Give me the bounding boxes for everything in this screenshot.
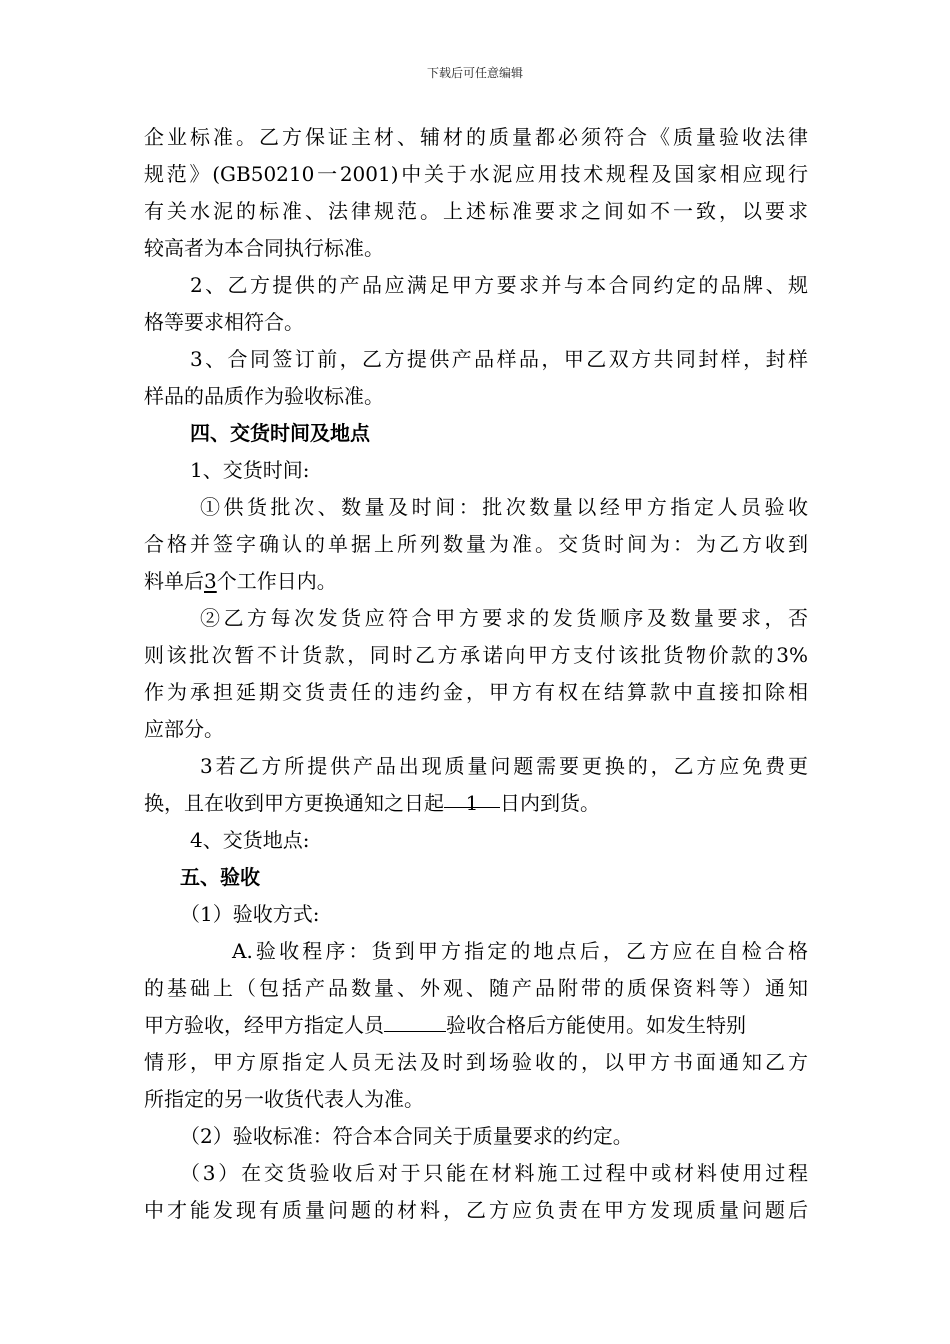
text-line: 应部分。 [144, 717, 224, 741]
text-line: 4、交货地点: [190, 828, 310, 852]
text-line [144, 1007, 808, 1044]
text-line: （3）在交货验收后对于只能在材料施工过程中或材料使用过程 [180, 1161, 808, 1185]
text-segment: 个工作日内。 [216, 569, 337, 593]
text-line: （1）验收方式: [180, 902, 320, 926]
text-line [144, 785, 808, 822]
text-segment: 日内到货。 [500, 791, 600, 815]
text-line: 1、交货时间: [190, 458, 310, 482]
text-line: 情形，甲方原指定人员无法及时到场验收的，以甲方书面通知乙方 [144, 1050, 808, 1074]
text-segment: 料单后 [144, 569, 204, 593]
text-line: ①供货批次、数量及时间：批次数量以经甲方指定人员验收 [200, 495, 808, 519]
text-line: （2）验收标准：符合本合同关于质量要求的约定。 [180, 1124, 633, 1148]
text-segment: 换，且在收到甲方更换通知之日起 [144, 791, 444, 815]
text-segment: 验收合格后方能使用。如发生特别 [446, 1013, 746, 1037]
text-line: 较高者为本合同执行标准。 [144, 236, 384, 260]
text-line: 格等要求相符合。 [144, 310, 304, 334]
text-segment: 甲方验收，经甲方指定人员 [144, 1013, 384, 1037]
underlined-days-value: 1 [444, 785, 500, 808]
text-line: 则该批次暂不计货款，同时乙方承诺向甲方支付该批货物价款的3% [144, 643, 808, 667]
section-heading-delivery: 四、交货时间及地点 [190, 421, 370, 445]
text-line: 2、乙方提供的产品应满足甲方要求并与本合同约定的品牌、规 [190, 273, 808, 297]
text-line: 规范》(GB50210一2001)中关于水泥应用技术规程及国家相应现行 [144, 162, 808, 186]
text-line: 中才能发现有质量问题的材料，乙方应负责在甲方发现质量问题后 [144, 1198, 808, 1222]
text-line: 3若乙方所提供产品出现质量问题需要更换的，乙方应免费更 [200, 754, 808, 778]
text-line: 企业标准。乙方保证主材、辅材的质量都必须符合《质量验收法律 [144, 125, 808, 149]
text-line: 作为承担延期交货责任的违约金，甲方有权在结算款中直接扣除相 [144, 680, 808, 704]
text-line: ②乙方每次发货应符合甲方要求的发货顺序及数量要求，否 [200, 606, 808, 630]
underlined-days-value: 3 [204, 569, 217, 593]
text-line: 的基础上（包括产品数量、外观、随产品附带的质保资料等）通知 [144, 976, 808, 1000]
text-line: 3、合同签订前，乙方提供产品样品，甲乙双方共同封样，封样 [190, 347, 808, 371]
section-heading-acceptance: 五、验收 [180, 865, 260, 889]
text-line [144, 563, 808, 600]
document-body [144, 119, 808, 1229]
text-line: 合格并签字确认的单据上所列数量为准。交货时间为：为乙方收到 [144, 532, 808, 556]
text-line: A.验收程序：货到甲方指定的地点后，乙方应在自检合格 [232, 939, 808, 963]
page-header: 下载后可任意编辑 [426, 66, 523, 80]
text-line: 样品的品质作为验收标准。 [144, 384, 384, 408]
text-line: 有关水泥的标准、法律规范。上述标准要求之间如不一致，以要求 [144, 199, 808, 223]
blank-field [384, 1009, 446, 1032]
text-line: 所指定的另一收货代表人为准。 [144, 1087, 424, 1111]
